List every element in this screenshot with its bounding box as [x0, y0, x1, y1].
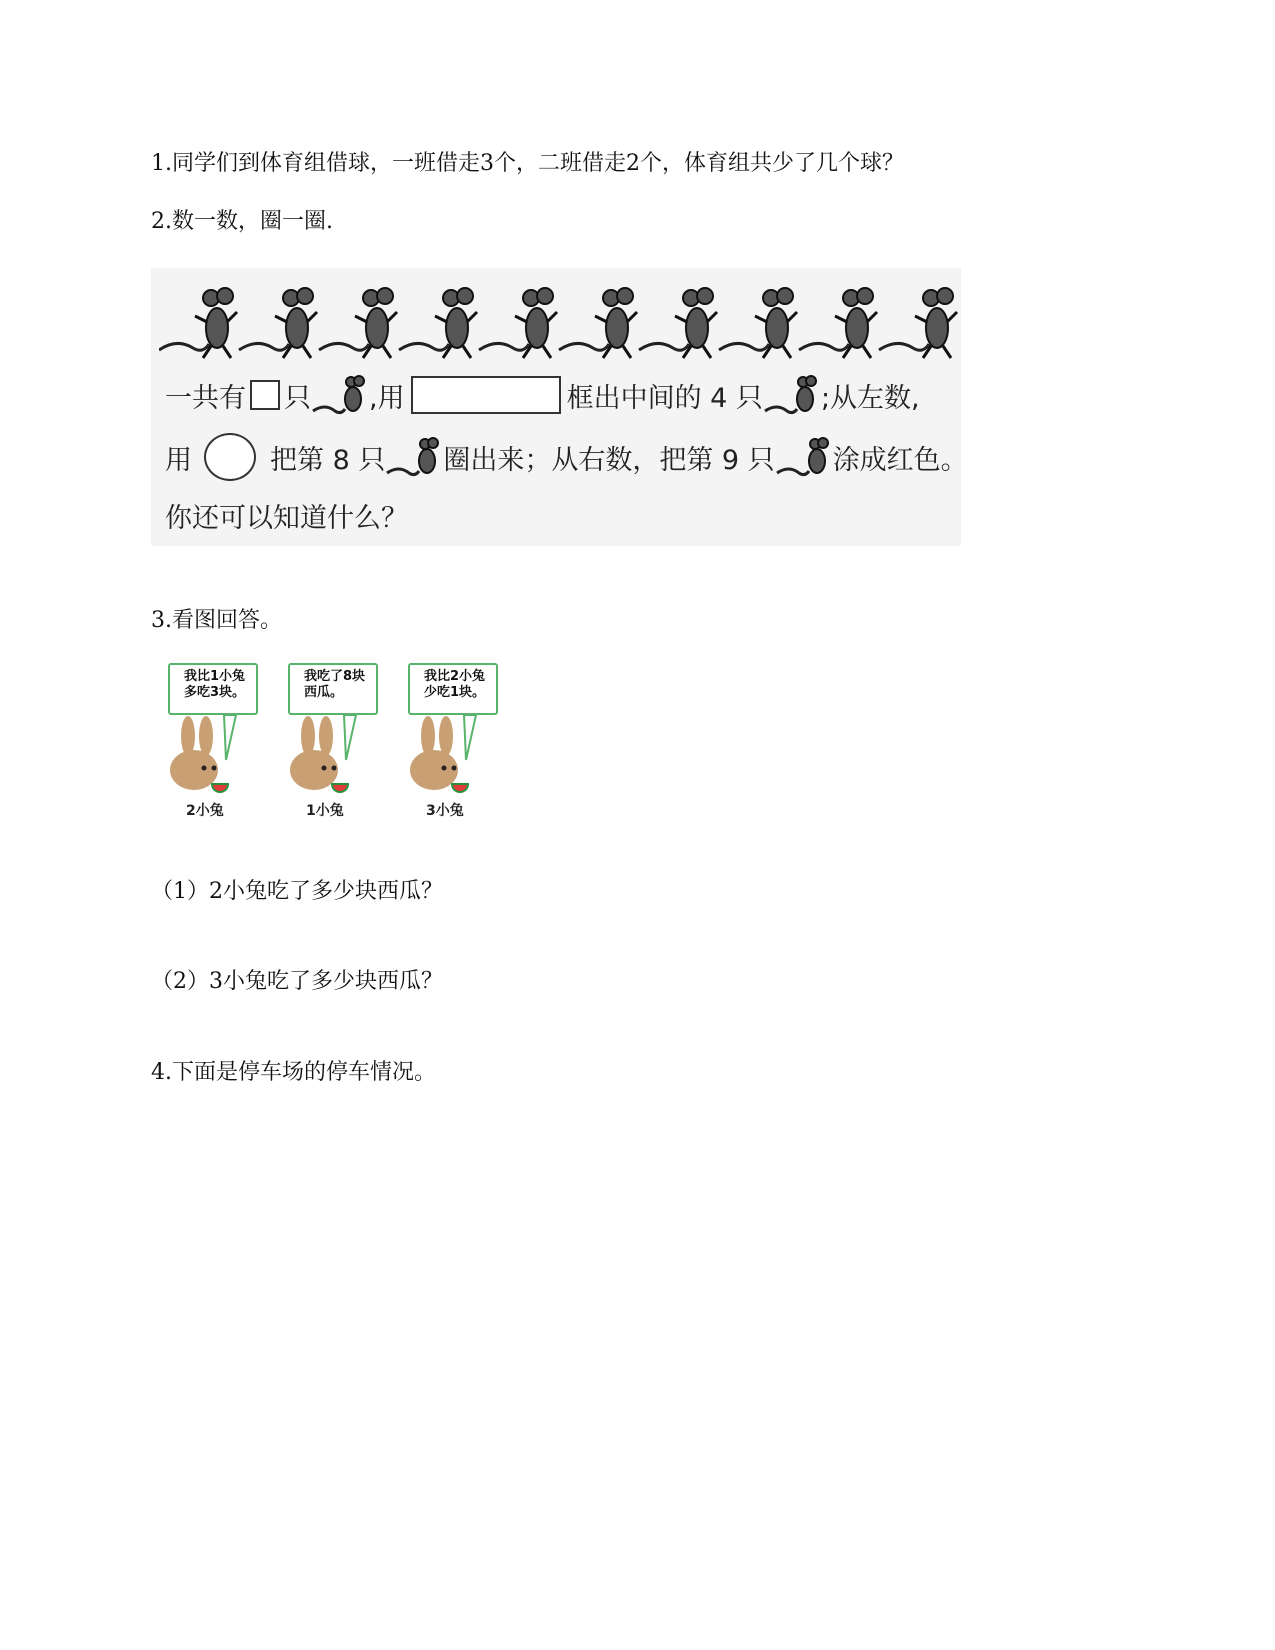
mouse-figure — [319, 288, 397, 358]
question-3-part-2: （2）3小兔吃了多少块西瓜？ — [151, 969, 443, 994]
question-4: 4.下面是停车场的停车情况。 — [151, 1060, 436, 1085]
mouse-figure — [879, 288, 957, 358]
line3-text: 你还可以知道什么？ — [165, 503, 408, 534]
question-1: 1.同学们到体育组借球，一班借走3个，二班借走2个，体育组共少了几个球？ — [151, 151, 904, 176]
figure-line-3 — [165, 496, 408, 535]
line2-text-a: 用 — [165, 444, 192, 476]
mouse-counting-figure — [151, 268, 968, 546]
speech-line-1: 我吃了8块 — [304, 669, 366, 684]
mouse-icon — [311, 373, 369, 417]
question-2: 2.数一数，圈一圈. — [151, 209, 333, 234]
mouse-icon — [763, 373, 821, 417]
speech-line-1: 我比2小兔 — [424, 669, 486, 684]
rabbit-label: 3小兔 — [426, 803, 464, 819]
speech-line-2: 西瓜。 — [304, 685, 344, 700]
mouse-icon — [385, 435, 443, 479]
circle-answer — [204, 433, 256, 481]
mouse-figure — [399, 288, 477, 358]
rabbit-label: 2小兔 — [186, 803, 224, 819]
figure-line-1 — [165, 373, 920, 417]
mouse-figure — [559, 288, 637, 358]
question-3: 3.看图回答。 — [151, 608, 282, 633]
line1-text-d: 框出中间的 4 只 — [566, 382, 763, 414]
speech-line-1: 我比1小兔 — [184, 669, 246, 684]
speech-line-2: 少吃1块。 — [424, 685, 486, 700]
rabbit-card — [160, 660, 260, 820]
mice-row — [159, 282, 959, 362]
mouse-figure — [159, 288, 237, 358]
mouse-figure — [799, 288, 877, 358]
mouse-figure — [719, 288, 797, 358]
line2-text-d: 涂成红色。 — [832, 444, 968, 476]
rabbit-icon — [160, 660, 260, 800]
line1-text-c: ,用 — [369, 382, 405, 414]
line2-text-b: 把第 8 只 — [270, 444, 386, 476]
line1-text-b: 只 — [284, 382, 311, 414]
line1-text-a: 一共有 — [165, 382, 246, 414]
line1-text-e: ;从左数, — [820, 382, 920, 414]
rabbit-card — [280, 660, 380, 820]
speech-line-2: 多吃3块。 — [184, 685, 246, 700]
mouse-figure — [239, 288, 317, 358]
rabbits-figure — [160, 660, 510, 820]
rabbit-card — [400, 660, 500, 820]
figure-line-2 — [165, 433, 968, 481]
question-3-part-1: （1）2小兔吃了多少块西瓜？ — [151, 879, 443, 904]
frame-answer-box — [411, 376, 561, 414]
rabbit-icon — [400, 660, 500, 800]
rabbit-icon — [280, 660, 380, 800]
count-answer-box — [250, 380, 280, 410]
rabbit-label: 1小兔 — [306, 803, 344, 819]
mouse-figure — [639, 288, 717, 358]
line2-text-c: 圈出来；从右数，把第 9 只 — [443, 444, 775, 476]
mouse-figure — [479, 288, 557, 358]
mouse-icon — [775, 435, 833, 479]
